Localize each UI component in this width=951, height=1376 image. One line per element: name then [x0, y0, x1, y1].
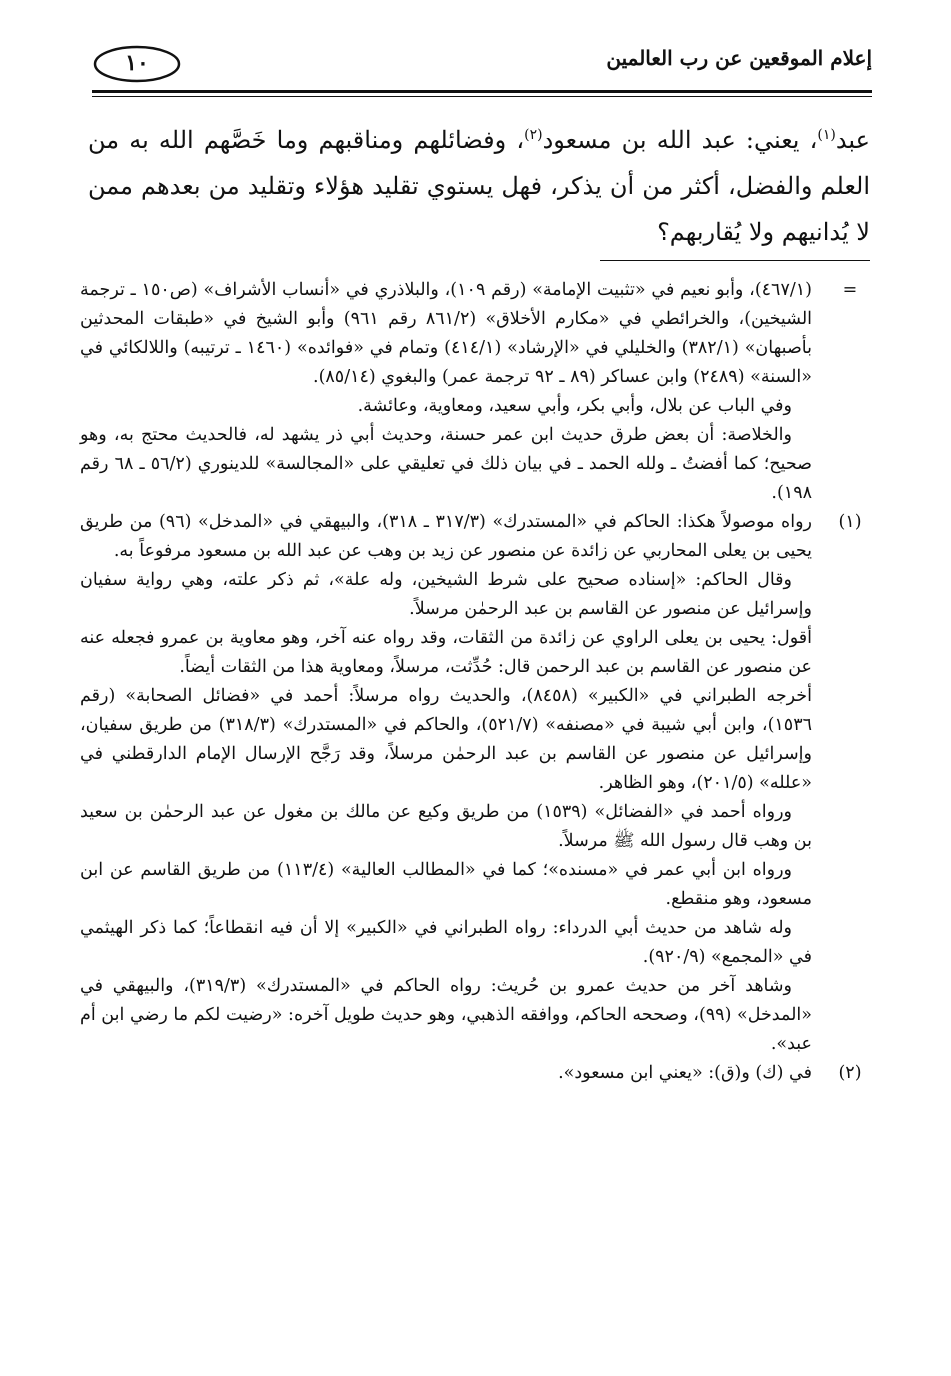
footnote-ref-2: (٢) [524, 127, 543, 143]
page-number: ١٠ [125, 50, 149, 76]
header-rule-thin [92, 96, 872, 97]
continuation-marker: = [842, 280, 858, 300]
footnotes [80, 276, 870, 1088]
page-number-badge [92, 44, 182, 84]
footnote-paragraph: وله شاهد من حديث أبي الدرداء: رواه الطبراني في «الكبير» إلا أن فيه انقطاعاً؛ كما ذكر الهيثمي في «المجمع» (٩٢٠/٩). [80, 918, 812, 967]
footnote-2 [80, 1059, 870, 1088]
footnote-paragraph: والخلاصة: أن بعض طرق حديث ابن عمر حسنة، وحديث أبي ذر يشهد له، فالحديث محتج به، وهو صحيح؛ كما أفضتُ ـ ولله الحمد ـ في بيان ذلك في تعليقي على «المجالسة» للدينوري (٥٦/٢ ـ ٦٨ رقم ١٩٨). [80, 425, 812, 503]
footnote-paragraph: ورواه أحمد في «الفضائل» (١٥٣٩) من طريق وكيع عن مالك بن مغول عن عبد الرحمٰن بن سعيد بن وهب قال رسول الله ﷺ مرسلاً. [80, 802, 812, 851]
footnote-continued [80, 276, 870, 508]
footnote-paragraph: أخرجه الطبراني في «الكبير» (٨٤٥٨)، والحديث رواه مرسلاً: أحمد في «فضائل الصحابة» (رقم ١٥٣٦)، وابن أبي شيبة في «مصنفه» (٥٢١/٧)، والحاكم في «المستدرك» (٣١٨/٣) من طريق سفيان، وإسرائيل عن منصور عن القاسم بن عبد الرحمٰن مرسلاً، وقد رَجَّح الإرسال الإمام الدارقطني في «علله» (٢٠١/٥)، وهو الظاهر. [80, 686, 813, 793]
footnote-paragraph: وشاهد آخر من حديث عمرو بن حُريث: رواه الحاكم في «المستدرك» (٣١٩/٣)، والبيهقي في «المدخل» (٩٩)، وصححه الحاكم، ووافقه الذهبي، وهو حديث طويل آخره: «رضيت لكم ما رضي ابن أم عبد». [80, 976, 812, 1054]
footnote-paragraph: ورواه ابن أبي عمر في «مسنده»؛ كما في «المطالب العالية» (١١٣/٤) من طريق القاسم عن ابن مسعود، وهو منقطع. [80, 860, 812, 909]
footnote-paragraph: أقول: يحيى بن يعلى الراوي عن زائدة من الثقات، وقد رواه عنه آخر، وهو معاوية بن عمرو فجعله عنه عن منصور عن القاسم بن عبد الرحمن قال: حُدِّثت، مرسلاً، ومعاوية هذا من الثقات أيضاً. [80, 628, 812, 677]
footnote-2-number: (٢) [838, 1063, 862, 1083]
footnote-paragraph: وفي الباب عن بلال، وأبي بكر، وأبي سعيد، ومعاوية، وعائشة. [357, 396, 792, 416]
footnote-ref-1: (١) [817, 127, 836, 143]
page-header [92, 40, 872, 92]
footnote-divider [600, 260, 870, 261]
footnote-paragraph: في (ك) و(ق): «يعني ابن مسعود». [558, 1063, 812, 1083]
main-text [88, 112, 870, 255]
footnote-1-number: (١) [838, 512, 862, 532]
book-title: إعلام الموقعين عن رب العالمين [606, 46, 872, 70]
main-paragraph [88, 112, 870, 255]
header-rule-thick [92, 90, 872, 93]
main-text-part: ، وفضائلهم ومناقبهم وما خَصَّهم الله به من العلم والفضل، أكثر من أن يذكر، فهل يستوي تقليد هؤلاء وتقليد من بعدهم ممن لا يُدانيهم ولا يُقاربهم؟ [88, 126, 870, 246]
footnote-paragraph: رواه موصولاً هكذا: الحاكم في «المستدرك» (٣١٧/٣ ـ ٣١٨)، والبيهقي في «المدخل» (٩٦) من طريق يحيى بن يعلى المحاربي عن زائدة عن منصور عن زيد بن وهب عن عبد الله بن مسعود مرفوعاً به. [80, 512, 812, 561]
main-text-part: عبد [835, 126, 870, 154]
footnote-paragraph: وقال الحاكم: «إسناده صحيح على شرط الشيخين، وله علة»، ثم ذكر علته، وهي رواية سفيان وإسرائيل عن منصور عن القاسم بن عبد الرحمٰن مرسلاً. [80, 570, 812, 619]
main-text-part: ، يعني: عبد الله بن مسعود [542, 126, 818, 154]
footnote-1 [80, 508, 870, 1059]
footnote-paragraph: (٤٦٧/١)، وأبو نعيم في «تثبيت الإمامة» (رقم ١٠٩)، والبلاذري في «أنساب الأشراف» (ص١٥٠ ـ ترجمة الشيخين)، والخرائطي في «مكارم الأخلاق» (٨٦١/٢ رقم ٩٦١) وأبو الشيخ في «طبقات المحدثين بأصبهان» (٣٨٢/١) والخليلي في «الإرشاد» (٤١٤/١) وتمام في «فوائده» (١٤٦٠ ـ ترتيبه) واللالكائي في «السنة» (٢٤٨٩) وابن عساكر (٨٩ ـ ٩٢ ترجمة عمر) والبغوي (٨٥/١٤). [80, 280, 813, 387]
